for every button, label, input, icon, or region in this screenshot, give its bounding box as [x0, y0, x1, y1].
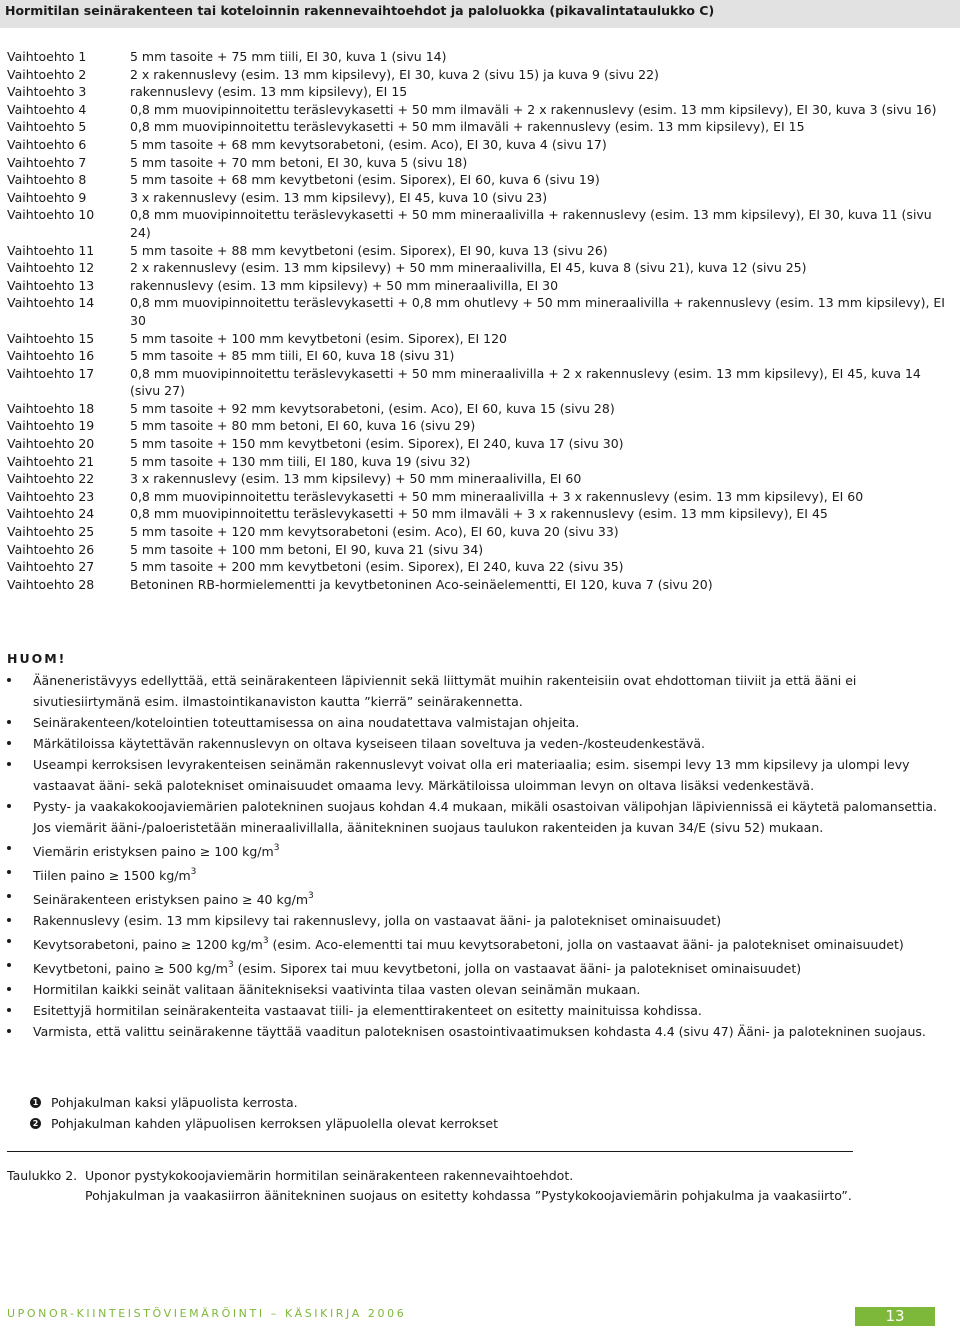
option-label: Vaihtoehto 11 — [7, 242, 95, 258]
numbered-notes — [30, 1092, 498, 1134]
option-row — [7, 118, 952, 136]
option-text: 5 mm tasoite + 80 mm betoni, EI 60, kuva 16 (sivu 29) — [130, 418, 476, 434]
option-row — [7, 154, 952, 172]
option-row — [7, 171, 952, 189]
option-label: Vaihtoehto 15 — [7, 330, 95, 346]
option-label: Vaihtoehto 7 — [7, 154, 87, 170]
note-item — [7, 979, 952, 1000]
option-text: 5 mm tasoite + 92 mm kevytsorabetoni, (esim. Aco), EI 60, kuva 15 (sivu 28) — [130, 400, 615, 416]
option-label: Vaihtoehto 5 — [7, 119, 87, 135]
option-row — [7, 189, 952, 207]
option-label: Vaihtoehto 19 — [7, 418, 95, 434]
note-item — [7, 862, 952, 886]
page-title: Hormitilan seinärakenteen tai koteloinnin rakennevaihtoehdot ja paloluokka (pikavalintataulukko C) — [5, 3, 715, 18]
option-text: 5 mm tasoite + 100 mm betoni, EI 90, kuva 21 (sivu 34) — [130, 541, 484, 557]
option-row — [7, 242, 952, 260]
option-row — [7, 400, 952, 418]
option-text: Betoninen RB-hormielementti ja kevytbetoninen Aco-seinäelementti, EI 120, kuva 7 (sivu 20) — [130, 576, 713, 592]
option-text: 5 mm tasoite + 70 mm betoni, EI 30, kuva 5 (sivu 18) — [130, 154, 468, 170]
note-superscript: 3 — [190, 867, 197, 877]
bullet-icon — [7, 804, 11, 808]
option-row — [7, 136, 952, 154]
note-text: Kevytbetoni, paino ≥ 500 kg/m — [33, 961, 228, 976]
bullet-icon — [7, 1029, 11, 1033]
bullet-icon — [7, 846, 11, 850]
note-item — [7, 754, 952, 796]
option-row — [7, 277, 952, 295]
numbered-note-text: Pohjakulman kaksi yläpuolista kerrosta. — [51, 1095, 298, 1110]
bullet-icon — [7, 987, 11, 991]
bullet-icon — [7, 894, 11, 898]
note-item — [7, 955, 952, 979]
option-label: Vaihtoehto 20 — [7, 436, 95, 452]
option-row — [7, 206, 952, 241]
note-text: Varmista, että valittu seinärakenne täyttää vaaditun paloteknisen osastointivaatimuksen kohdasta 4.4 (sivu 47) Ääni- ja palotekninen suojaus. — [33, 1024, 926, 1039]
numbered-note — [30, 1092, 498, 1113]
option-text: 2 x rakennuslevy (esim. 13 mm kipsilevy) + 50 mm mineraalivilla, EI 45, kuva 8 (sivu 21), kuva 12 (sivu 25) — [130, 260, 807, 276]
option-label: Vaihtoehto 3 — [7, 84, 87, 100]
page-number: 13 — [855, 1307, 935, 1326]
note-item — [7, 712, 952, 733]
option-text: rakennuslevy (esim. 13 mm kipsilevy) + 50 mm mineraalivilla, EI 30 — [130, 277, 559, 293]
bullet-icon — [7, 918, 11, 922]
note-text: Hormitilan kaikki seinät valitaan äänitekniseksi vaativinta tilaa vasten olevan seinämän mukaan. — [33, 982, 641, 997]
note-item — [7, 670, 952, 712]
option-text: 5 mm tasoite + 130 mm tiili, EI 180, kuva 19 (sivu 32) — [130, 453, 471, 469]
option-label: Vaihtoehto 12 — [7, 260, 95, 276]
option-row — [7, 576, 952, 594]
bullet-icon — [7, 939, 11, 943]
option-row — [7, 523, 952, 541]
option-text: 5 mm tasoite + 120 mm kevytsorabetoni (esim. Aco), EI 60, kuva 20 (sivu 33) — [130, 524, 619, 540]
option-label: Vaihtoehto 18 — [7, 400, 95, 416]
option-row — [7, 365, 952, 400]
note-text: Märkätiloissa käytettävän rakennuslevyn on oltava kyseiseen tilaan soveltuva ja veden-/kosteudenkestävä. — [33, 736, 706, 751]
note-item — [7, 796, 952, 838]
option-row — [7, 488, 952, 506]
numbered-note-text: Pohjakulman kahden yläpuolisen kerroksen yläpuolella olevat kerrokset — [51, 1116, 499, 1131]
caption-line-1: Uponor pystykokoojaviemärin hormitilan seinärakenteen rakennevaihtoehdot. — [85, 1168, 574, 1183]
option-text: rakennuslevy (esim. 13 mm kipsilevy), EI 15 — [130, 84, 408, 100]
note-item — [7, 1021, 952, 1042]
option-label: Vaihtoehto 16 — [7, 348, 95, 364]
option-text: 5 mm tasoite + 200 mm kevytbetoni (esim. Siporex), EI 240, kuva 22 (sivu 35) — [130, 559, 624, 575]
option-text: 5 mm tasoite + 68 mm kevytsorabetoni, (esim. Aco), EI 30, kuva 4 (sivu 17) — [130, 136, 607, 152]
bullet-icon — [7, 963, 11, 967]
option-text: 3 x rakennuslevy (esim. 13 mm kipsilevy) + 50 mm mineraalivilla, EI 60 — [130, 471, 582, 487]
note-text-continued: (esim. Aco-elementti tai muu kevytsorabetoni, jolla on vastaavat ääni- ja palotekniset ominaisuudet) — [268, 937, 904, 952]
option-row — [7, 66, 952, 84]
caption-label: Taulukko 2. — [7, 1168, 78, 1183]
option-text: 0,8 mm muovipinnoitettu teräslevykasetti + 50 mm mineraalivilla + rakennuslevy (esim. 13 mm kipsilevy), EI 30, kuva 11 (sivu 24) — [130, 207, 932, 240]
option-row — [7, 453, 952, 471]
option-row — [7, 435, 952, 453]
option-text: 5 mm tasoite + 75 mm tiili, EI 30, kuva 1 (sivu 14) — [130, 49, 447, 64]
option-label: Vaihtoehto 27 — [7, 559, 95, 575]
option-text: 0,8 mm muovipinnoitettu teräslevykasetti + 50 mm ilmaväli + 3 x rakennuslevy (esim. 13 mm kipsilevy), EI 45 — [130, 506, 828, 522]
option-text: 5 mm tasoite + 150 mm kevytbetoni (esim. Siporex), EI 240, kuva 17 (sivu 30) — [130, 436, 624, 452]
option-text: 3 x rakennuslevy (esim. 13 mm kipsilevy), EI 45, kuva 10 (sivu 23) — [130, 189, 548, 205]
notes-section — [7, 648, 952, 1042]
option-label: Vaihtoehto 10 — [7, 207, 95, 223]
note-text-continued: (esim. Siporex tai muu kevytbetoni, jolla on vastaavat ääni- ja palotekniset ominaisuudet) — [233, 961, 802, 976]
note-superscript: 3 — [308, 891, 314, 901]
table-caption — [7, 1166, 852, 1206]
option-row — [7, 541, 952, 559]
note-item — [7, 886, 952, 910]
note-superscript: 3 — [227, 960, 234, 970]
option-text: 0,8 mm muovipinnoitettu teräslevykasetti + 50 mm mineraalivilla + 2 x rakennuslevy (esim. 13 mm kipsilevy), EI 45, kuva 14 (sivu 27) — [130, 365, 921, 399]
note-text: Viemärin eristyksen paino ≥ 100 kg/m — [33, 844, 274, 859]
option-label: Vaihtoehto 23 — [7, 488, 95, 504]
note-superscript: 3 — [273, 843, 280, 853]
option-label: Vaihtoehto 21 — [7, 453, 95, 469]
option-row — [7, 417, 952, 435]
option-label: Vaihtoehto 26 — [7, 541, 95, 557]
option-label: Vaihtoehto 14 — [7, 295, 95, 311]
note-text: Useampi kerroksisen levyrakenteisen seinämän rakennuslevyt voivat olla eri materiaalia; esim. sisempi levy 13 mm kipsilevy ja ulompi levy vastaavat ääni- sekä palotekniset ominaisuudet omaama levy. Märkätiloissa uloimman levyn on oltava lisäksi vedenkestävä. — [33, 757, 910, 793]
note-item — [7, 910, 952, 931]
bullet-icon — [7, 678, 11, 682]
notes-heading: HUOM! — [7, 651, 67, 666]
option-text: 5 mm tasoite + 85 mm tiili, EI 60, kuva 18 (sivu 31) — [130, 348, 455, 364]
option-label: Vaihtoehto 9 — [7, 189, 87, 205]
footer-text: UPONOR-KIINTEISTÖVIEMÄRÖINTI – KÄSIKIRJA 2006 — [7, 1307, 407, 1320]
option-label: Vaihtoehto 22 — [7, 471, 95, 487]
note-text: Rakennuslevy (esim. 13 mm kipsilevy tai rakennuslevy, jolla on vastaavat ääni- ja palotekniset ominaisuudet) — [33, 913, 722, 928]
option-text: 2 x rakennuslevy (esim. 13 mm kipsilevy), EI 30, kuva 2 (sivu 15) ja kuva 9 (sivu 22) — [130, 66, 659, 82]
option-row — [7, 505, 952, 523]
option-row — [7, 48, 952, 66]
option-text: 0,8 mm muovipinnoitettu teräslevykasetti + 50 mm mineraalivilla + 3 x rakennuslevy (esim. 13 mm kipsilevy), EI 60 — [130, 488, 864, 504]
note-item — [7, 931, 952, 955]
option-text: 5 mm tasoite + 100 mm kevytbetoni (esim. Siporex), EI 120 — [130, 330, 507, 346]
note-item — [7, 838, 952, 862]
note-text: Seinärakenteen eristyksen paino ≥ 40 kg/m — [33, 892, 309, 907]
option-row — [7, 259, 952, 277]
option-row — [7, 294, 952, 329]
note-text: Esitettyjä hormitilan seinärakenteita vastaavat tiili- ja elementtirakenteet on esitetty mainituissa kohdissa. — [33, 1003, 702, 1018]
option-label: Vaihtoehto 2 — [7, 66, 87, 82]
option-text: 5 mm tasoite + 88 mm kevytbetoni (esim. Siporex), EI 90, kuva 13 (sivu 26) — [130, 242, 608, 258]
note-item — [7, 733, 952, 754]
bullet-icon — [7, 1008, 11, 1012]
option-row — [7, 558, 952, 576]
note-superscript: 3 — [262, 936, 269, 946]
note-text: Pysty- ja vaakakokoojaviemärien palotekninen suojaus kohdan 4.4 mukaan, mikäli osastoivan välipohjan läpiviennissä ei käytetä palomansettia. Jos viemärit ääni-/paloeristetään mineraalivillalla, äänitekninen suojaus taulukon rakenteiden ja kuvan 34/E (sivu 52) mukaan. — [33, 799, 937, 835]
note-text: Seinärakenteen/kotelointien toteuttamisessa on aina noudatettava valmistajan ohjeita. — [33, 715, 580, 730]
bullet-icon — [7, 870, 11, 874]
note-item — [7, 1000, 952, 1021]
option-label: Vaihtoehto 13 — [7, 277, 95, 293]
notes-list — [7, 670, 952, 1042]
option-row — [7, 330, 952, 348]
option-label: Vaihtoehto 8 — [7, 172, 87, 188]
option-row — [7, 83, 952, 101]
bullet-icon — [7, 720, 11, 724]
option-label: Vaihtoehto 25 — [7, 524, 95, 540]
option-label: Vaihtoehto 24 — [7, 506, 95, 522]
note-text: Ääneneristävyys edellyttää, että seinärakenteen läpiviennit sekä liittymät muihin rakenteisiin ovat ehdottoman tiiviit ja että ääni ei sivutiesiirtymänä esim. ilmastointikanaviston kautta ”kierrä” seinärakennetta. — [33, 673, 857, 709]
option-text: 5 mm tasoite + 68 mm kevytbetoni (esim. Siporex), EI 60, kuva 6 (sivu 19) — [130, 172, 600, 188]
option-label: Vaihtoehto 28 — [7, 576, 95, 592]
note-text: Tiilen paino ≥ 1500 kg/m — [33, 868, 191, 883]
option-text: 0,8 mm muovipinnoitettu teräslevykasetti + 50 mm ilmaväli + rakennuslevy (esim. 13 mm kipsilevy), EI 15 — [130, 119, 805, 135]
option-label: Vaihtoehto 4 — [7, 101, 87, 117]
header-band — [0, 0, 960, 28]
options-list — [7, 48, 952, 593]
caption-divider — [7, 1151, 853, 1152]
option-label: Vaihtoehto 6 — [7, 136, 87, 152]
caption-line-2: Pohjakulman ja vaakasiirron äänitekninen suojaus on esitetty kohdassa ”Pystykokoojaviemärin pohjakulma ja vaakasiirto”. — [85, 1188, 852, 1203]
option-label: Vaihtoehto 1 — [7, 49, 87, 64]
bullet-icon — [7, 741, 11, 745]
number-circle-icon: 1 — [30, 1097, 41, 1108]
note-text: Kevytsorabetoni, paino ≥ 1200 kg/m — [33, 937, 263, 952]
option-text: 0,8 mm muovipinnoitettu teräslevykasetti + 50 mm ilmaväli + 2 x rakennuslevy (esim. 13 mm kipsilevy), EI 30, kuva 3 (sivu 16) — [130, 101, 937, 117]
numbered-note — [30, 1113, 498, 1134]
option-text: 0,8 mm muovipinnoitettu teräslevykasetti + 0,8 mm ohutlevy + 50 mm mineraalivilla + rakennuslevy (esim. 13 mm kipsilevy), EI 30 — [130, 295, 945, 328]
option-label: Vaihtoehto 17 — [7, 365, 95, 381]
option-row — [7, 470, 952, 488]
bullet-icon — [7, 762, 11, 766]
number-circle-icon: 2 — [30, 1118, 41, 1129]
option-row — [7, 347, 952, 365]
option-row — [7, 101, 952, 119]
